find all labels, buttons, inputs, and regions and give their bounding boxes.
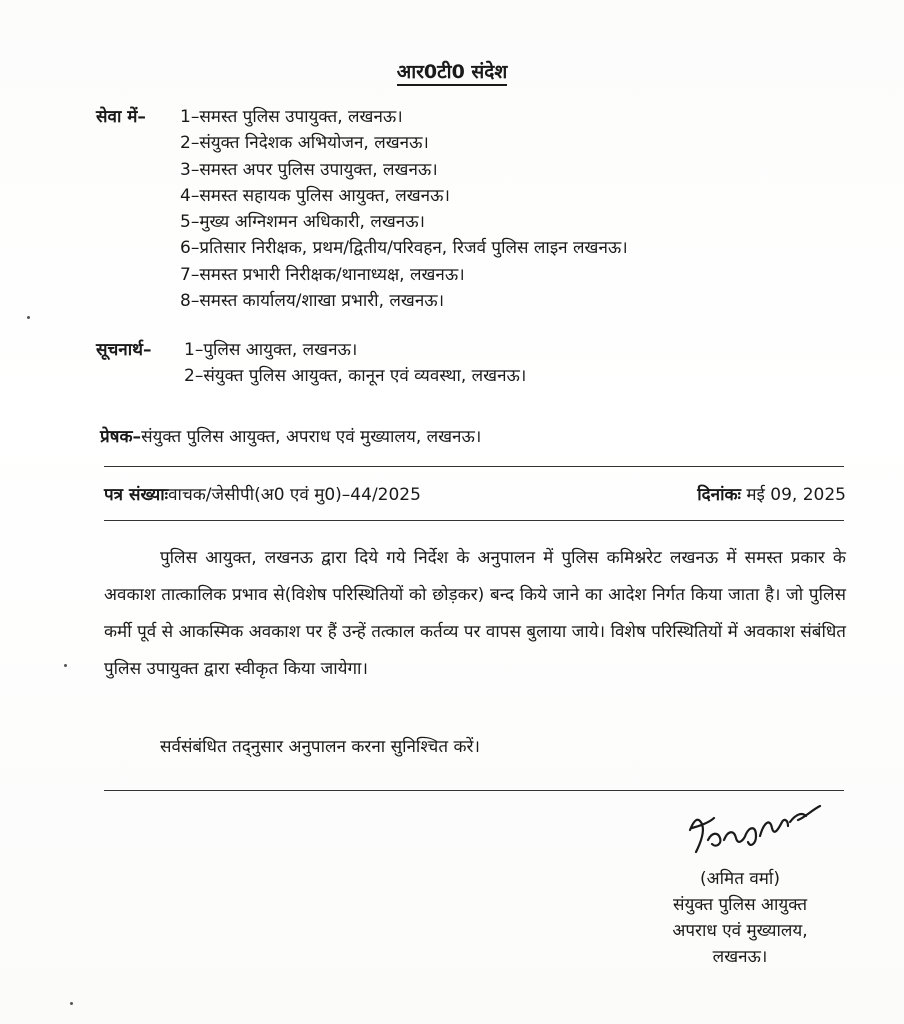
recipients-list — [180, 104, 628, 314]
letter-date-label: दिनांकः — [697, 485, 741, 505]
document-title — [0, 58, 904, 84]
letter-number-value: वाचक/जेसीपी(अ0 एवं मु0)–44/2025 — [168, 485, 421, 505]
signatory-department: अपराध एवं मुख्यालय, — [672, 921, 808, 941]
sender-line — [100, 424, 481, 450]
speck — [70, 1002, 73, 1005]
recipient-item: 8–समस्त कार्यालय/शाखा प्रभारी, लखनऊ। — [180, 291, 445, 312]
recipients-label: सेवा में– — [96, 107, 146, 127]
recipient-item: 3–समस्त अपर पुलिस उपायुक्त, लखनऊ। — [180, 159, 438, 180]
info-copy-label: सूचनार्थ– — [96, 340, 152, 360]
recipient-item: 5–मुख्य अग्निशमन अधिकारी, लखनऊ। — [180, 212, 425, 233]
sender-value: संयुक्त पुलिस आयुक्त, अपराध एवं मुख्यालय, लखनऊ। — [141, 427, 482, 447]
letter-date — [697, 482, 846, 508]
divider-middle — [104, 520, 844, 521]
info-copy-item: 1–पुलिस आयुक्त, लखनऊ। — [184, 340, 358, 360]
divider-top — [104, 466, 844, 467]
speck — [27, 316, 30, 319]
document-title-text: आर0टी0 संदेश — [397, 61, 508, 86]
letter-date-value: मई 09, 2025 — [746, 485, 846, 505]
recipient-item: 1–समस्त पुलिस उपायुक्त, लखनऊ। — [180, 107, 403, 127]
info-copy-list — [184, 337, 526, 390]
speck — [64, 664, 67, 667]
signatory-block — [640, 866, 840, 970]
recipient-item: 4–समस्त सहायक पुलिस आयुक्त, लखनऊ। — [180, 185, 450, 206]
letter-number-label: पत्र संख्याः — [104, 485, 169, 505]
sender-label: प्रेषक– — [100, 427, 142, 447]
reference-row — [104, 482, 846, 508]
recipient-item: 2–संयुक्त निदेशक अभियोजन, लखनऊ। — [180, 133, 429, 154]
signatory-name: (अमित वर्मा) — [700, 869, 780, 889]
recipient-item: 7–समस्त प्रभारी निरीक्षक/थानाध्यक्ष, लखनऊ। — [180, 264, 465, 285]
signature — [680, 800, 830, 872]
signatory-designation: संयुक्त पुलिस आयुक्त — [672, 895, 808, 915]
letter-number — [104, 482, 421, 508]
divider-bottom — [104, 790, 844, 791]
body-paragraph: पुलिस आयुक्त, लखनऊ द्वारा दिये गये निर्देश के अनुपालन में पुलिस कमिश्नरेट लखनऊ में समस्त प्रकार के अवकाश तात्कालिक प्रभाव से(विशेष परिस्थितियों को छोड़कर) बन्द किये जाने का आदेश निर्गत किया जाता है। जो पुलिस कर्मी पूर्व से आकस्मिक अवकाश पर हैं उन्हें तत्काल कर्तव्य पर वापस बुलाया जाये। विशेष परिस्थितियों में अवकाश संबंधित पुलिस उपायुक्त द्वारा स्वीकृत किया जायेगा। — [104, 548, 846, 679]
info-copy-item: 2–संयुक्त पुलिस आयुक्त, कानून एवं व्यवस्था, लखनऊ। — [184, 366, 527, 387]
signatory-city: लखनऊ। — [712, 947, 768, 967]
closing-line: सर्वसंबंधित तद्नुसार अनुपालन करना सुनिश्चित करें। — [160, 737, 480, 757]
recipient-item: 6–प्रतिसार निरीक्षक, प्रथम/द्वितीय/परिवहन, रिजर्व पुलिस लाइन लखनऊ। — [180, 238, 628, 259]
